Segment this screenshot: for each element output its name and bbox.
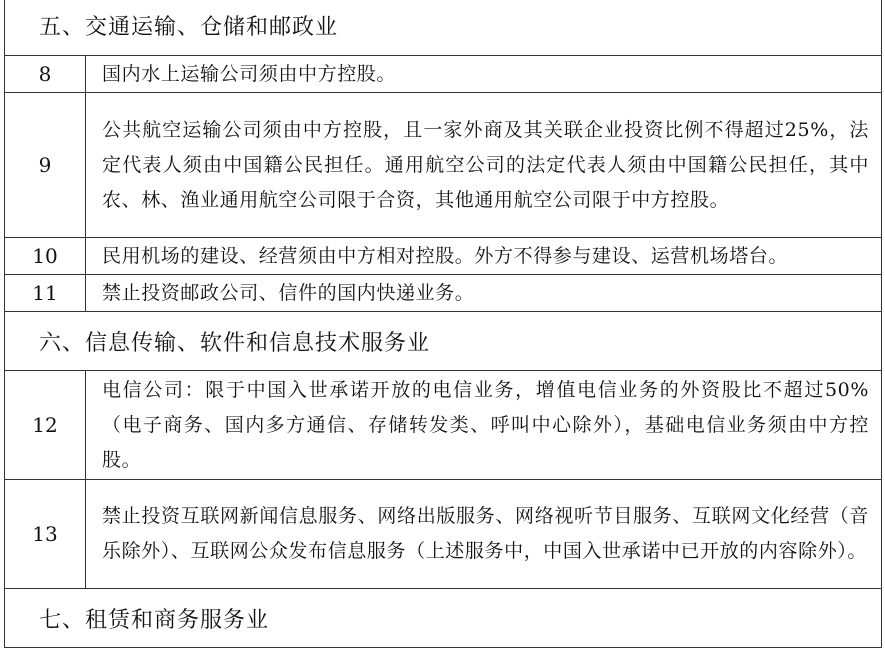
section-title: 六、信息传输、软件和信息技术服务业: [5, 312, 882, 371]
section-header-row: [5, 0, 882, 56]
table-row: [5, 93, 882, 238]
row-number: 9: [5, 93, 86, 238]
row-text: 禁止投资邮政公司、信件的国内快递业务。: [86, 275, 882, 312]
row-text: 电信公司：限于中国入世承诺开放的电信业务，增值电信业务的外资股比不超过50%（电子商务、国内多方通信、存储转发类、呼叫中心除外），基础电信业务须由中方控股。: [86, 371, 882, 480]
row-text: 国内水上运输公司须由中方控股。: [86, 56, 882, 93]
negative-list-table: [4, 0, 882, 648]
table-row: [5, 238, 882, 275]
row-text: 公共航空运输公司须由中方控股，且一家外商及其关联企业投资比例不得超过25%，法定代表人须由中国籍公民担任。通用航空公司的法定代表人须由中国籍公民担任，其中农、林、渔业通用航空公司限于合资，其他通用航空公司限于中方控股。: [86, 93, 882, 238]
section-title: 七、租赁和商务服务业: [5, 589, 882, 648]
row-text: 民用机场的建设、经营须由中方相对控股。外方不得参与建设、运营机场塔台。: [86, 238, 882, 275]
table-row: [5, 275, 882, 312]
section-header-row: [5, 589, 882, 648]
table-row: [5, 480, 882, 589]
section-header-row: [5, 312, 882, 371]
table-row: [5, 371, 882, 480]
row-number: 12: [5, 371, 86, 480]
row-text: 禁止投资互联网新闻信息服务、网络出版服务、网络视听节目服务、互联网文化经营（音乐除外）、互联网公众发布信息服务（上述服务中，中国入世承诺中已开放的内容除外）。: [86, 480, 882, 589]
row-number: 10: [5, 238, 86, 275]
table-row: [5, 56, 882, 93]
section-title: 五、交通运输、仓储和邮政业: [5, 0, 882, 56]
row-number: 11: [5, 275, 86, 312]
row-number: 8: [5, 56, 86, 93]
row-number: 13: [5, 480, 86, 589]
